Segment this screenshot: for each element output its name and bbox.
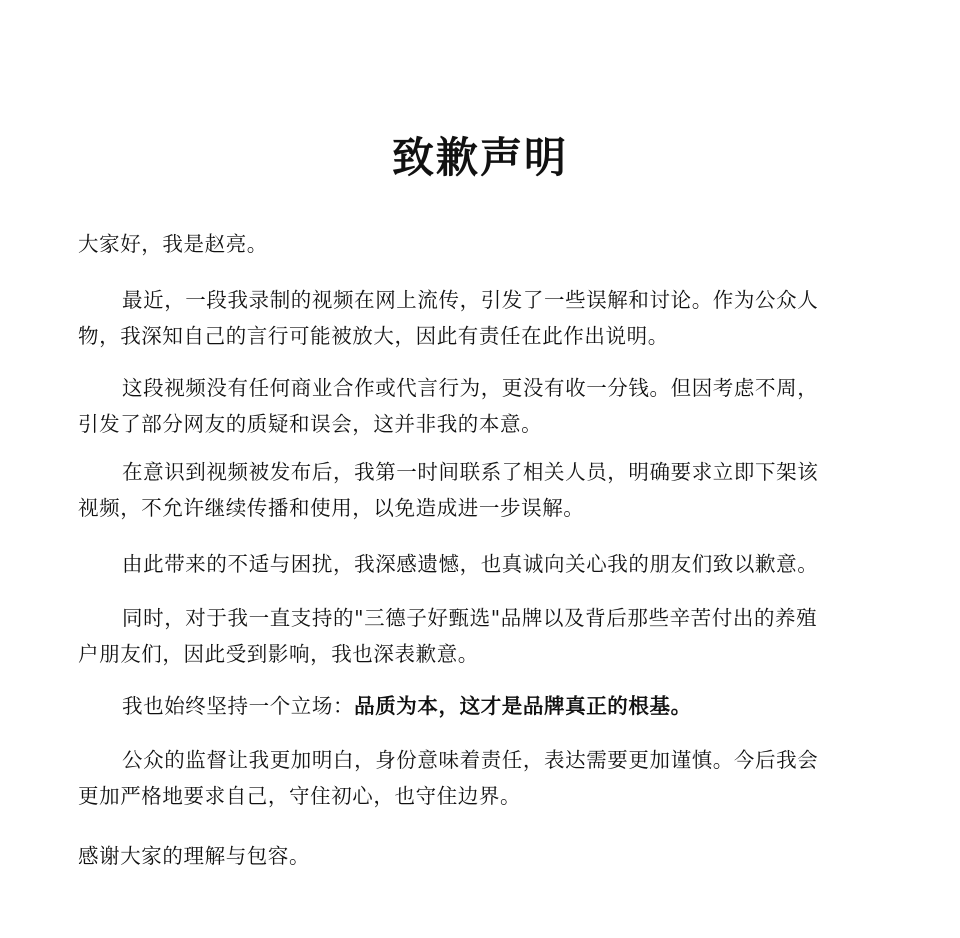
paragraph-line bbox=[78, 688, 886, 724]
paragraph-regret bbox=[78, 546, 886, 582]
paragraph-line: 物，我深知自己的言行可能被放大，因此有责任在此作出说明。 bbox=[78, 324, 669, 348]
paragraph-brand-apology bbox=[78, 600, 886, 672]
paragraph-line: 在意识到视频被发布后，我第一时间联系了相关人员，明确要求立即下架该 bbox=[122, 460, 819, 484]
paragraph-line: 更加严格地要求自己，守住初心，也守住边界。 bbox=[78, 784, 522, 808]
greeting-text: 大家好，我是赵亮。 bbox=[78, 232, 268, 256]
paragraph-line: 这段视频没有任何商业合作或代言行为，更没有收一分钱。但因考虑不周， bbox=[122, 376, 819, 400]
paragraph-line: 公众的监督让我更加明白，身份意味着责任，表达需要更加谨慎。今后我会 bbox=[122, 748, 819, 772]
paragraph-stance bbox=[78, 688, 886, 724]
paragraph-responsibility bbox=[78, 742, 886, 814]
document-title: 致歉声明 bbox=[391, 133, 568, 182]
paragraph-line: 由此带来的不适与困扰，我深感遗憾，也真诚向关心我的朋友们致以歉意。 bbox=[122, 552, 819, 576]
greeting bbox=[78, 226, 886, 262]
stance-prefix: 我也始终坚持一个立场： bbox=[122, 694, 355, 718]
paragraph-line: 最近，一段我录制的视频在网上流传，引发了一些误解和讨论。作为公众人 bbox=[122, 288, 819, 312]
closing-text: 感谢大家的理解与包容。 bbox=[78, 844, 311, 868]
paragraph-takedown bbox=[78, 454, 886, 526]
paragraph-no-commercial bbox=[78, 370, 886, 442]
paragraph-line: 引发了部分网友的质疑和误会，这并非我的本意。 bbox=[78, 412, 543, 436]
paragraph-line: 同时，对于我一直支持的"三德子好甄选"品牌以及背后那些辛苦付出的养殖 bbox=[122, 606, 818, 630]
paragraph-video-circulation bbox=[78, 282, 886, 354]
paragraph-line: 视频，不允许继续传播和使用，以免造成进一步误解。 bbox=[78, 496, 585, 520]
paragraph-line: 户朋友们，因此受到影响，我也深表歉意。 bbox=[78, 642, 479, 666]
closing bbox=[78, 838, 886, 874]
stance-emphasis: 品质为本，这才是品牌真正的根基。 bbox=[354, 694, 692, 718]
